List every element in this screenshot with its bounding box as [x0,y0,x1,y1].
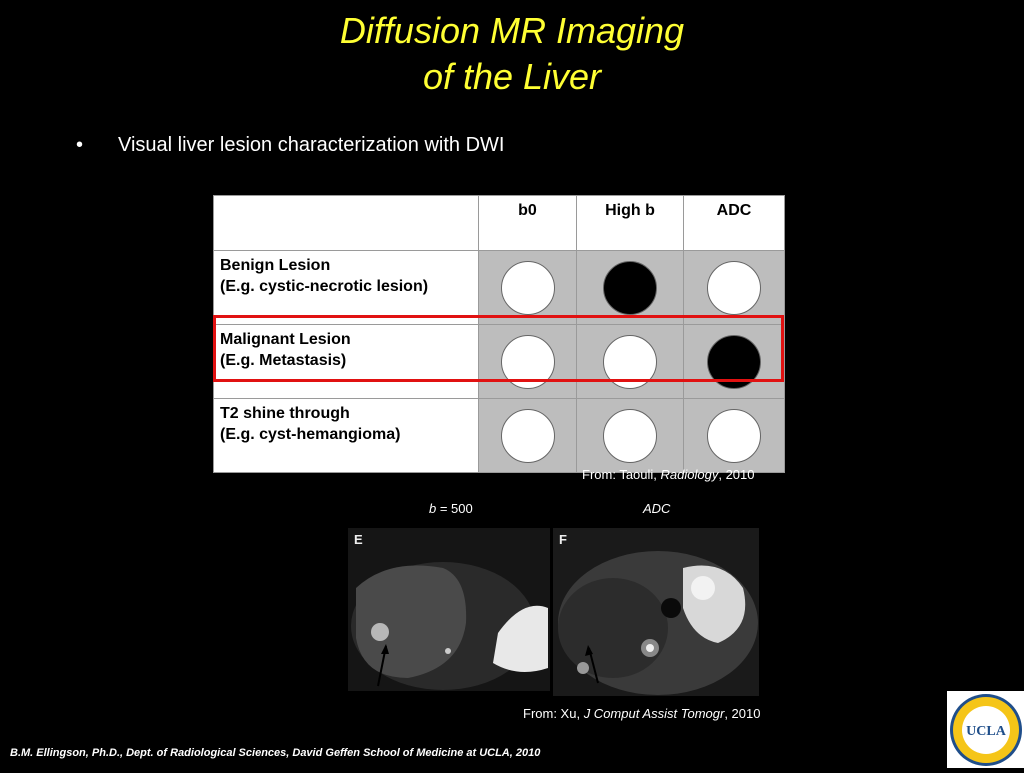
mri-adc-graphic [553,528,759,696]
b-value: = 500 [436,501,473,516]
malignant-row-highlight [213,315,784,382]
row-title: Benign Lesion [220,257,331,274]
citation-taouli [582,467,755,482]
image-letter-f: F [559,532,567,547]
signal-cell [479,399,577,473]
citation-journal: Radiology [660,467,719,482]
ucla-logo [947,691,1024,768]
mri-image-adc [553,528,759,696]
signal-cell [684,399,785,473]
image-letter-e: E [354,532,363,547]
row-title: Malignant Lesion [220,331,351,348]
slide-title [0,8,1024,100]
bright-signal-circle [603,409,657,463]
ucla-seal-icon [947,691,1024,768]
adc-label: ADC [643,501,671,516]
header-empty [214,196,479,251]
header-adc: ADC [684,196,785,251]
citation-journal: J Comput Assist Tomogr [583,706,725,721]
svg-text:UCLA: UCLA [966,724,1006,739]
table-row [214,251,785,325]
header-high-b: High b [577,196,684,251]
table-row [214,399,785,473]
b500-label [429,501,473,516]
signal-cell [479,251,577,325]
bright-signal-circle [501,261,555,315]
citation-prefix: From: Taouli, [582,467,661,482]
bright-signal-circle [501,409,555,463]
citation-suffix: , 2010 [718,467,755,482]
row-label [214,251,479,325]
citation-prefix: From: Xu, [523,706,584,721]
title-line-1: Diffusion MR Imaging [339,10,685,51]
signal-cell [577,251,684,325]
mri-image-b500 [348,528,550,691]
title-line-2: of the Liver [422,56,602,97]
row-example: (E.g. cyst-hemangioma) [220,426,401,443]
table-header-row [214,196,785,251]
bright-signal-circle [707,261,761,315]
header-b0: b0 [479,196,577,251]
row-example: (E.g. Metastasis) [220,352,347,369]
dark-signal-circle [603,261,657,315]
bullet-point [76,134,504,157]
signal-cell [684,251,785,325]
row-example: (E.g. cystic-necrotic lesion) [220,278,429,295]
bright-signal-circle [707,409,761,463]
citation-xu [523,706,760,721]
row-title: T2 shine through [220,405,350,422]
bullet-text: Visual liver lesion characterization with DWI [118,134,505,156]
b-variable: b [429,501,437,516]
signal-cell [577,399,684,473]
bullet-mark: • [76,134,84,156]
footer-credit: B.M. Ellingson, Ph.D., Dept. of Radiological Sciences, David Geffen School of Medicine at UCLA, 2010 [10,747,541,759]
mri-b500-graphic [348,528,550,691]
citation-suffix: , 2010 [724,706,761,721]
row-label [214,399,479,473]
